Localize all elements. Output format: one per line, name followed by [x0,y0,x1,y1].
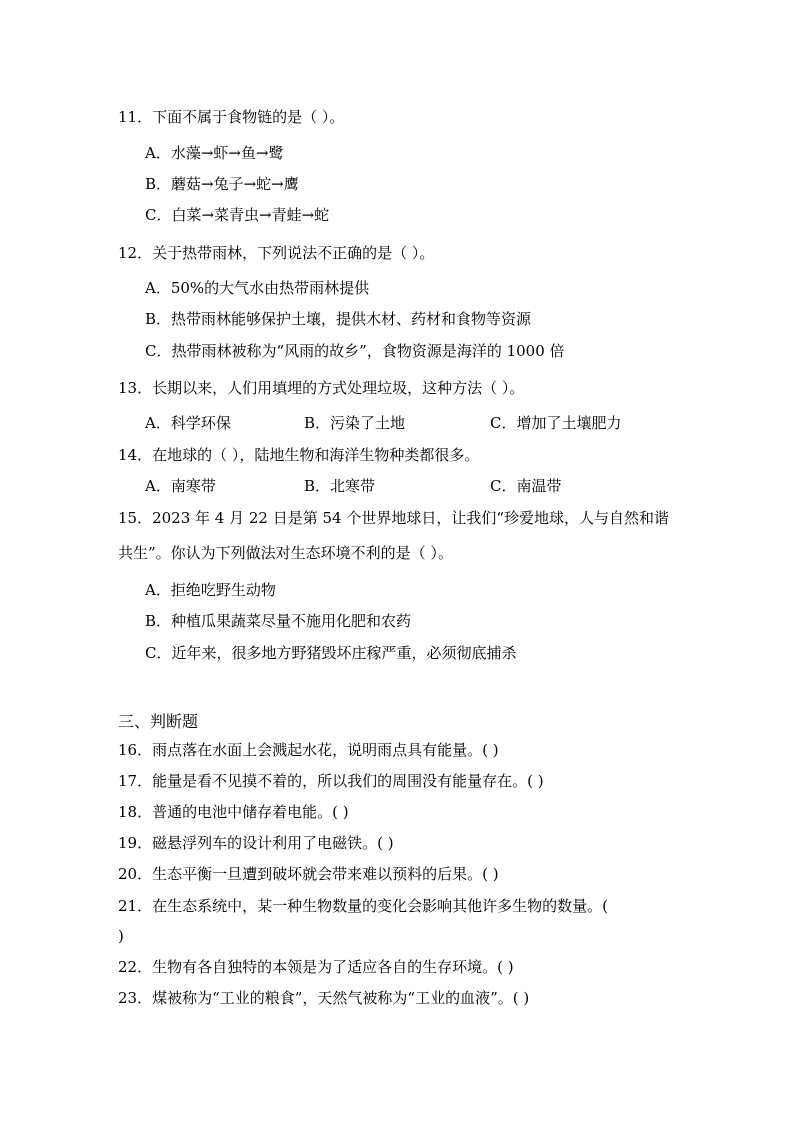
question-13-stem: 13．长期以来，人们用填埋的方式处理垃圾，这种方法（ ）。 [118,379,525,397]
question-14-option-b: B．北寒带 [304,477,376,495]
question-14-option-a: A．南寒带 [145,477,216,495]
question-15-option-b: B．种植瓜果蔬菜尽量不施用化肥和农药 [145,612,412,630]
judgement-item: 16．雨点落在水面上会溅起水花，说明雨点具有能量。( ) [118,741,499,759]
question-15-option-c: C．近年来，很多地方野猪毁坏庄稼严重，必须彻底捕杀 [145,644,517,662]
question-13-option-c: C．增加了土壤肥力 [490,414,622,432]
question-11-option-b: B．蘑菇→兔子→蛇→鹰 [145,175,299,193]
question-12-option-c: C．热带雨林被称为“风雨的故乡”，食物资源是海洋的 1000 倍 [145,342,565,360]
question-12-option-a: A．50%的大气水由热带雨林提供 [145,279,370,297]
judgement-item: 20．生态平衡一旦遭到破坏就会带来难以预料的后果。( ) [118,865,499,883]
judgement-item: 18．普通的电池中储存着电能。( ) [118,803,349,821]
question-14-option-c: C．南温带 [490,477,562,495]
question-13-option-b: B．污染了土地 [304,414,406,432]
question-15-option-a: A．拒绝吃野生动物 [145,581,276,599]
question-12-option-b: B．热带雨林能够保护土壤，提供木材、药材和食物等资源 [145,310,532,328]
question-15-stem-line2: 共生”。你认为下列做法对生态环境不利的是（ ）。 [118,544,453,562]
judgement-item: 19．磁悬浮列车的设计利用了电磁铁。( ) [118,834,394,852]
question-13-option-a: A．科学环保 [145,414,231,432]
section-3-title: 三、判断题 [118,712,199,731]
judgement-item: 22．生物有各自独特的本领是为了适应各自的生存环境。( ) [118,958,514,976]
question-12-stem: 12．关于热带雨林，下列说法不正确的是（ ）。 [118,244,435,262]
question-14-stem: 14．在地球的（ ），陆地生物和海洋生物种类都很多。 [118,446,480,464]
question-11-option-c: C．白菜→菜青虫→青蛙→蛇 [145,206,330,224]
question-15-stem-line1: 15．2023 年 4 月 22 日是第 54 个世界地球日，让我们“珍爱地球，人与自然和谐 [118,509,670,527]
judgement-item: 17．能量是看不见摸不着的，所以我们的周围没有能量存在。( ) [118,772,544,790]
judgement-item-continuation: ) [118,927,124,945]
question-11-option-a: A．水藻→虾→鱼→鹭 [145,144,284,162]
question-11-stem: 11．下面不属于食物链的是（ ）。 [118,108,345,126]
judgement-item: 23．煤被称为“工业的粮食”，天然气被称为“工业的血液”。( ) [118,989,530,1007]
judgement-item: 21．在生态系统中，某一种生物数量的变化会影响其他许多生物的数量。( [118,897,608,915]
